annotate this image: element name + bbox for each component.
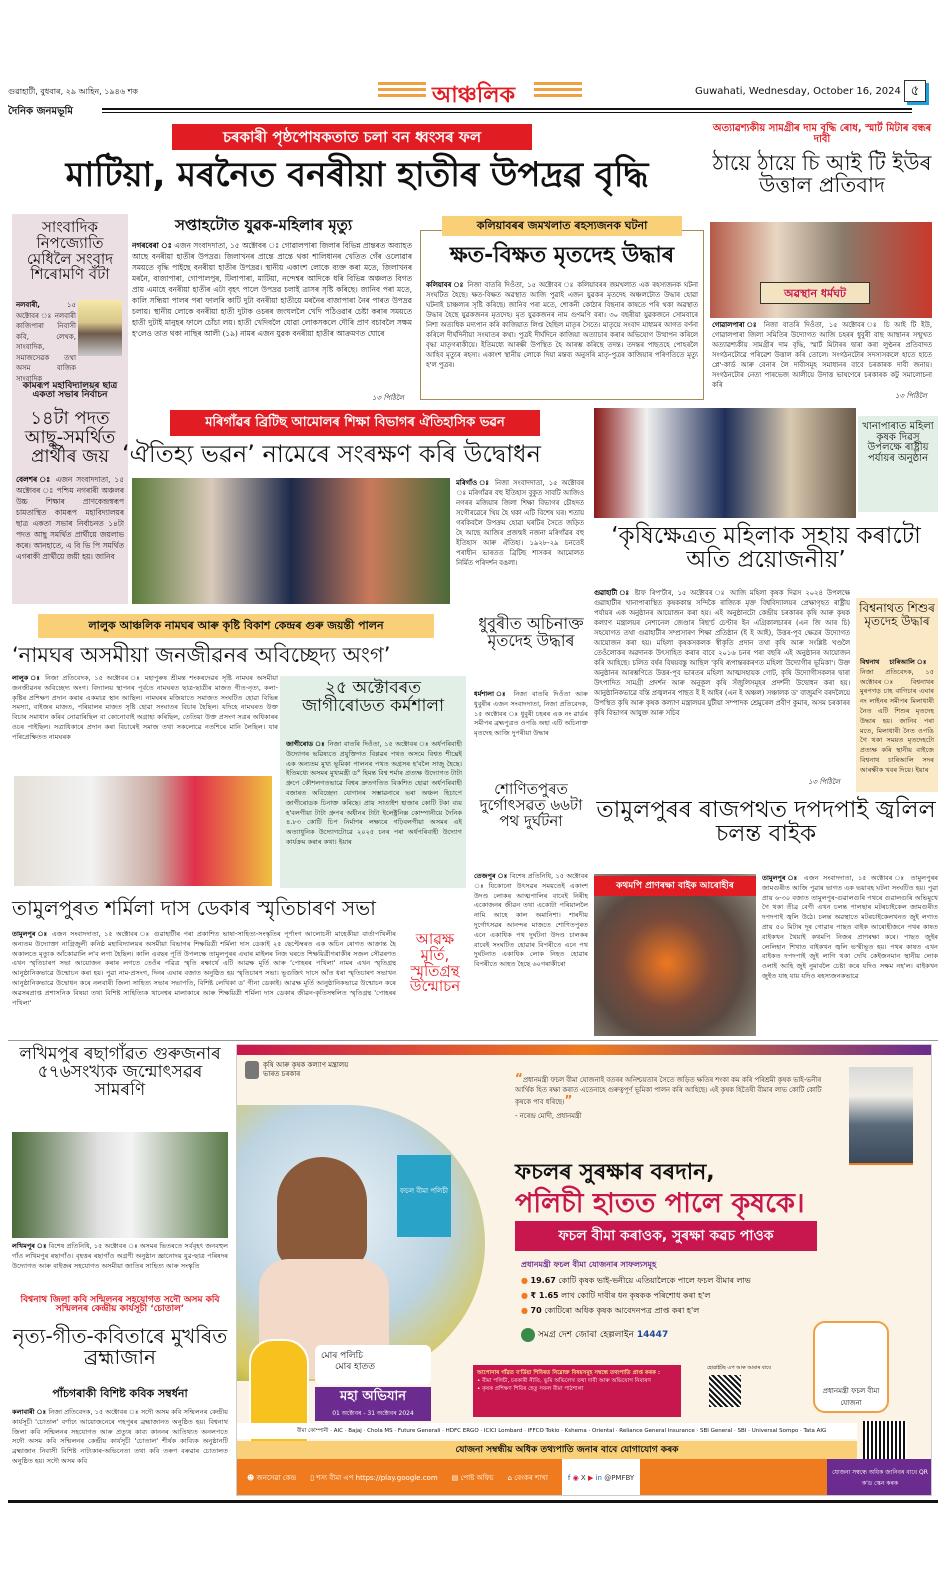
quote-close-icon: ”	[564, 1093, 573, 1107]
ad-banner: ফচল বীমা কৰাওক, সুৰক্ষা কৱচ পাওক	[515, 1221, 817, 1251]
qr-footer: যোজনা সম্বন্ধে অধিক জানিবৰ বাবে QR ক'ড স্কেন কৰক	[827, 1459, 932, 1496]
pmfby-logo-text: প্ৰধানমন্ত্ৰী ফচল বীমা যোজনা	[822, 1387, 880, 1407]
campaign-box	[315, 1387, 431, 1421]
citu-dateline: গোৱালপাৰা ঃ	[712, 321, 760, 329]
helpline	[521, 1327, 668, 1342]
citu-headline: ঠায়ে ঠায়ে চি আই টি ইউৰ উত্তাল প্ৰতিবাদ	[712, 151, 932, 198]
heritage-body	[456, 478, 584, 604]
sharmila-side-head: আৱক্ষ মূৰ্তি, স্মৃতিগ্ৰন্থ উন্মোচন	[409, 930, 461, 996]
journalist-headline: সাংবাদিক নিপজ্যোতি মেধিলৈ সংবাদ শিৰোমণি বঁটা	[26, 218, 114, 284]
women-farmers-text: ষ্টাফ ৰিপ'ৰ্টাৰ, ১৫ অক্টোবৰ ঃ আজি মহিলা কৃষক দিৱস ২০২৪ উপলক্ষে গুৱাহাটীৰ খানাপাৰাস্থিত কৃষককান্ত সন্দিকৈ ৰাজ্যিক মৃক্ত বিশ্ববিদ্যালয়ৰ প্ৰেক্ষাগৃহত ৰাষ্ট্ৰীয় পৰ্যায়ৰ এক অনুষ্ঠানৰ আয়োজন কৰা হয়। এই অনুষ্ঠানটো কেন্দ্ৰীয় চৰকাৰৰ কৃষি আৰু কৃষক কল্যাণ মন্ত্ৰালয়ৰ নেশ্যনেল জেণ্ডাৰ ৰিছ'ৰ্চ চেণ্টাৰ ইন এগ্ৰিকালচাৰৰ (এন জি আৰ চি) সহযোগত তথা গুৱাহাটীৰ সম্প্ৰসাৰণ শিক্ষা প্ৰতিষ্ঠান (ই ই আই), উত্তৰ-পূব ক্ষেত্ৰৰ উদ্যোগত আয়োজন কৰা হয়। মহিলা কৃষকসকলক স্বীকৃতি প্ৰদান তথা কৃষি আৰু সংশ্লিষ্ট খণ্ডলৈ তেওঁলোকৰ অৱদানক উৎসাহিত কৰাৰ বাবে ২০১৬ চনৰ পৰা বছৰি এই অনুষ্ঠানৰ আয়োজন কৰি আহিছে। চলিত বৰ্ষৰ বিষয়বস্তু আছিল 'কৃষি ৰূপান্তৰকৰণত মহিলা উদ্যোগীৰ ভূমিকা'। উক্ত অনুষ্ঠানৰ আৰম্ভণিতে উত্তৰ-পূব ভাৰতৰ মহিলা আত্মসহায়ক গোট, কৃষি উদ্যোগীসকলৰ দ্বাৰা উৎপাদিত সামগ্ৰী প্ৰদৰ্শন আৰু অনুকূল কৃষি সঁজুলিসমূহৰ প্ৰদৰ্শনী উদ্বোধন কৰা হয়। আনুষ্ঠানিকভাৱে বন্তি প্ৰজ্বলনৰ পাছত ই ই আইৰ (এন ই অঞ্চল) সঞ্চালক ড' বাজুমণি বৰদলৈয়ে উপস্থিত কৃষি আৰু কৃষক কল্যাণ মন্ত্ৰালয়ৰ যুটীয়া সম্পাদক শ্ৰেমুৰেল প্ৰবীণ কুমাৰ, অসম চৰকাৰৰ কৃষি বিভাগৰ আযুক্ত আৰু সচিব	[594, 589, 850, 717]
heritage-dateline: মৰিগাঁও ঃ	[456, 479, 491, 487]
journalist-dateline: নলবাৰী,	[16, 301, 40, 309]
contact-bar: যোজনা সম্বন্ধীয় অধিক তথ্যপাতি জনাৰ বাবে যোগাযোগ কৰক	[237, 1441, 857, 1459]
kaliabor-body	[426, 280, 698, 396]
qr-code[interactable]	[709, 1375, 741, 1407]
paper-name: দৈনিক জনমভূমি	[8, 106, 73, 117]
helpline-label: সমগ্ৰ দেশ জোৰা হেল্পলাইন	[537, 1330, 635, 1340]
lakhimpur-text: বিশেষ প্ৰতিনিধি, ১৫ অক্টোবৰ ঃ অসমৰ ভিতৰতে সৰ্ববৃহৎ জনবহুল গাঁও লখিমপুৰ ৰছাগাঁও। বৃহত্তৰ ৰছাগাঁও অগ্ৰণী অনুষ্ঠান জ্ঞানোদয় যুৱ-ছাত্ৰ পৰিষদৰ উদ্যোগত আৰু বাইজৰ সহযোগত অসমীয়া জাতিৰ সাহিত্য আৰু সংস্কৃতি	[12, 1242, 228, 1270]
ad-ministry	[263, 1061, 348, 1079]
journalist-text: ১৫ অক্টোবৰ ঃ নলবাৰী কাজিপাৰা নিবাসী কবি, লেখক, সাংবাদিক, সমাজসেৱক তথা অসম বাজিক সাংবাদিক	[16, 301, 76, 383]
mobile-icon: ▯	[310, 1474, 315, 1482]
bike-headline: তামুলপুৰৰ ৰাজপথত দপদপাই জ্বলিল চলন্ত বাইক	[596, 797, 936, 848]
info-item-text: কৃষক প্ৰশিক্ষণ শিবিৰ হেতু সফল বীমা পাঠশালা	[482, 1386, 584, 1392]
insurer-logo: HDFC ERGO	[445, 1428, 479, 1434]
bike-dateline: তামুলপুৰ ঃ	[762, 874, 800, 882]
lakhimpur-dateline: লখিমপুৰ ঃ	[12, 1242, 47, 1250]
sharmila-body	[12, 930, 396, 1032]
poetry-headline: নৃত্য-গীত-কবিতাৰে মুখৰিত ব্ৰহ্মাজান	[12, 1324, 228, 1369]
bike-photo-caption: কথমপি প্ৰাণৰক্ষা বাইক আৰোহীৰ	[594, 876, 756, 896]
achievement-text: কোটিৰো অধিক কৃষক আবেদনপত্ৰ প্ৰাপ্ত কৰা হ'ল	[544, 1306, 700, 1315]
quote-open-icon: “	[515, 1071, 523, 1085]
footer-item-bank[interactable]	[508, 1459, 548, 1496]
achievement-item: ● ₹ 1.65 লাখ কোটি দাবীৰ ধন কৃষকক পৰিশোধ কৰা হ'ল	[521, 1291, 711, 1300]
campaign-dates: 01 অক্টোবৰ - 31 অক্টোবৰ 2024	[332, 1410, 414, 1417]
farmer-face	[277, 1157, 367, 1267]
lakhimpur-photo	[12, 1132, 228, 1238]
footer-label: বেংকৰ শাখা	[514, 1474, 548, 1482]
info-item: • বীমা পলিচী, চৰকাৰী নীতি, ভুমি অভিলেখ তথা দাবী আৰু অভিযোগ নিবাৰণ	[477, 1378, 651, 1384]
quote-author: - নৰেন্দ্ৰ মোদী, প্ৰধানমন্ত্ৰী	[515, 1112, 582, 1120]
campaign-tag2: মোৰ হাতত	[335, 1362, 376, 1372]
poetry-body	[12, 1408, 228, 1494]
page-bottom-rule	[8, 1500, 938, 1503]
achievement-value: ₹ 1.65	[530, 1291, 559, 1300]
info-item: • কৃষক প্ৰশিক্ষণ শিবিৰ হেতু সফল বীমা পাঠশালা	[477, 1386, 584, 1392]
lead-body	[132, 240, 412, 398]
namghar-dateline: লালুক ঃ	[12, 674, 42, 682]
page-number: ৫	[904, 80, 926, 102]
namghar-kicker: লালুক আঞ্চলিক নামঘৰ আৰু কৃষ্টি বিকাশ কেন্দ্ৰৰ গুৰু জয়ন্তী পালন	[38, 614, 434, 638]
achievement-text: কোটি কৃষক ভাই-ভনীয়ে এতিয়ালৈকে পালে ফচল বীমাৰ লাভ	[558, 1276, 751, 1285]
heritage-headline: ‘ঐতিহ্য ভৱন’ নামেৰে সংৰক্ষণ কৰি উদ্বোধন	[122, 440, 541, 468]
insurer-logo: Tata AIG	[803, 1428, 827, 1434]
lead-continued: ১৩ পিঠিলৈ	[372, 394, 404, 402]
heritage-kicker: মৰিগাঁৱৰ ব্ৰিটিছ আমোলৰ শিক্ষা বিভাগৰ ঐতিহাসিক ভৱন	[170, 410, 540, 436]
jagiroad-headline: ২৫ অক্টোবৰত জাগীৰোডত কৰ্মশালা	[301, 678, 445, 716]
college-body	[16, 474, 124, 598]
namghar-body	[12, 674, 278, 770]
pm-quote	[515, 1073, 835, 1121]
sonitpur-text: বিশেষ প্ৰতিনিধি, ১৫ অক্টোবৰ ঃ যিকোনো উৎসৱৰ সময়তেই একাংশ উদণ্ড লোকৰ আত্মপালিৰ বাবেই নিৰীহ একোজনৰ জীৱন তথা একোটা পৰিয়াললৈ নামি আহে কাল অমানিশা। শাৰদীয় দুৰ্গোৎসৱৰ আনন্দৰ মাজতে শোণিতপুৰত এনে একাধিক পথ দুৰ্ঘটনা উদণ্ড চালকৰ বাবেই সংঘটিত হোৱাৰ বিপৰীতে এনে পথ দুৰ্ঘটনাত একাধিক লোক নিহত হোৱাৰ বিপৰীতে আহত হৈছে ৬০গৰাকীৰো	[474, 872, 588, 969]
qr-label: হোৱাইটছ এপ আৰু আমাৰ বাবে	[707, 1365, 771, 1371]
insurer-logo: Reliance General Insurance	[619, 1428, 695, 1434]
insurer-logo: Oriental	[592, 1428, 615, 1434]
sonitpur-dateline: তেজপুৰ ঃ	[474, 872, 508, 880]
achievement-item: ● 70 কোটিৰো অধিক কৃষক আবেদনপত্ৰ প্ৰাপ্ত কৰা হ'ল	[521, 1306, 700, 1315]
insurer-logo: Bajaj	[348, 1428, 362, 1434]
kaliabor-headline: ক্ষত-বিক্ষত মৃতদেহ উদ্ধাৰ	[449, 243, 675, 268]
poetry-text: নিজা প্ৰতিবেদক, ১৫ অক্টোবৰ ঃ সদৌ অসম কবি সন্মিলনৰ কেন্দ্ৰীয় কাৰ্যসূচী 'চোতাল' বৰ্ণাঢ্য আয়োজনেৰে গহপুৰৰ ব্ৰহ্মাজানত অনুষ্ঠিত হয়। বিশ্বনাথ জিলা কবি সন্মিলনৰ সহযোগত আৰু প্ৰত্যুষ কাব্য কাননৰ আতিথ্যত অনলপতে সদৌ অসম কবি সন্মিলনৰ কেন্দ্ৰীয় কাৰ্যসূচী 'চোতাল' শীৰ্ষক কাব্যিক অনুষ্ঠানটি ব্ৰহ্মাজান নিবাসী বিশিষ্ট নাট্যকাৰ-অভিনেতা তথা কবি তৰুণ বৰুৱাৰ চোতালত অনুষ্ঠিত হয়। সদৌ অসম কবি	[12, 1408, 228, 1465]
info-box	[473, 1365, 681, 1417]
college-kicker: কামৰূপ মহাবিদ্যালয়ৰ ছাত্ৰ একতা সভাৰ নিৰ্বাচন	[22, 381, 118, 401]
lead-dateline: নগৰবেৰা ঃ	[132, 241, 172, 250]
lakhimpur-headline: লখিমপুৰ ৰছাগাঁৱত গুৰুজনাৰ ৫৭৬সংখ্যক জন্মোৎসৱৰ সামৰণি	[19, 1044, 221, 1100]
achievement-text: লাখ কোটি দাবীৰ ধন কৃষকক পৰিশোধ কৰা হ'ল	[561, 1291, 711, 1300]
insurer-logo: ICICI Lombard	[483, 1428, 523, 1434]
campaign-tag1: মোৰ পলিচি	[321, 1351, 364, 1361]
namghar-photo	[14, 776, 272, 886]
lead-text: এজন সংবাদদাতা, ১৫ অক্টোবৰ ঃ গোৱালপাৰা জিলাৰ বিভিন্ন প্ৰান্তৰত অব্যাহত আছে বনৰীয়া হাতীৰ উপদ্ৰৱ। জিলাখনৰ প্ৰান্তে প্ৰান্তে থকা শালিধানৰ খেতিত গেঁৰ ওলোৱাৰ সময়তে বৃদ্ধি পাইছে বনৰীয়া হাতীৰ উপদ্ৰৱ। স্থানীয় একাংশ লোকে ব্যক্ত কৰা মতে, জিলাখনৰ মৰনৈ, বাজাপাৰা, গোপালপুৰ, টিলাপাৰা, মাটিয়া, নন্দেশ্বৰ আদিকে ধৰি বিভিন্ন অঞ্চলত বিগত প্ৰায় এমাহে বনৰীয়া হাতীৰ এটা বৃহৎ পালে উপদ্ৰৱ চলাই ত্ৰাসৰ সৃষ্টি কৰিছে। জানিব পৰা মতে, কালি সন্ধিয়া পালৰ পৰা ফালৰি কাটি দুটা বনৰীয়া হাতীয়ে মৰনৈৰ বাজাপাৰা নৈৰ পাৰত উপদ্ৰৱ চলায়। স্থানীয় লোকে বনৰীয়া হাতী দুটাক ওচৰৰ জংঘললৈ খেদি পঠিওৱাৰ চেষ্টা কৰাৰ সময়তে হাতী দুটাই মানুহৰ ফালে চোঁচা লয়। হাতী খেদিবলৈ যোৱা লোকসকলে দৌৰি প্ৰাণ বচাবলৈ সক্ষম হ'লেও তাত থকা নাছিৰ আলী (১৯) নামৰ এজন যুৱক বনৰীয়া হাতীৰ আক্ৰমণত ঘোৰে	[132, 241, 412, 338]
footer-label: জনসেৱা কেন্দ্ৰ	[256, 1474, 297, 1482]
social-links[interactable]	[562, 1459, 640, 1496]
people-icon: ☻	[247, 1474, 255, 1482]
campaign-title: মহা অভিযান	[339, 1389, 407, 1404]
sharmila-headline: তামুলপুৰত শৰ্মিলা দাস ডেকাৰ স্মৃতিচাৰণ সভা	[12, 896, 376, 920]
sharmila-text: এজন সংবাদদাতা, ১৫ অক্টোবৰ ঃ গুৱাহাটীৰ পৰা প্ৰকাশিত ভাষা-সাহিত্য-সংস্কৃতিৰ পূৰ্ণাংগ আলোচনী মাহেকীয়া বাৰ্তাপখিলীৰ অন্যতম উদ্যোক্তা নাগ্ৰিজুলী কনিষ্ঠ মহাবিদ্যালয়ৰ অসমীয়া বিভাগৰ শিক্ষয়িত্ৰী শৰ্মিলা দাস ডেকাই ২৫ ছেপ্টেম্বৰত এক অচিন ৰোগত আক্ৰান্ত হৈ অকালতে মৃত্যুক আঁকোৱালি ল'ব লগা হৈছিল। কালি এবছৰ পূৰ্তি উপলক্ষে তামুলপুৰৰ এঘাৰ মাইলৰ নিজ ঘৰতে শিক্ষয়িত্ৰীগৰাকীৰ সজল সৌৱৰণত এখন স্মৃতিচাৰণ সভা আয়োজন কৰাৰ লগতে তেওঁৰ পৱিত্ৰ স্মৃতি ৰক্ষাৰ্থে এটি আৱক্ষ মূৰ্তি আৰু 'পোহৰৰ পখিলা' নামৰ এখন স্মৃতিগ্ৰন্থ আনুষ্ঠানিকভাৱে উন্মোচন কৰা হয়। পুৱা নাম-প্ৰসংগ, দিনৰ এঘাৰ বজাত অনুষ্ঠিত হয় স্মৃতিচাৰণ সভা। ভূগুজিৎ দাসে আঁত ধৰা স্মৃতিচাৰণ সভাখন আনুষ্ঠানিকভাৱে উদ্বোধন কৰে নলবাৰী জিলা সাহিত্য সভাৰ সভাপতি, বিশিষ্ট লেখিকা ড' গীনা ডেকাই। আৱক্ষ মূৰ্তি আনুষ্ঠানিকভাৱে উন্মোচন কৰে অৱসৰপ্ৰাপ্ত প্ৰশাসনিক বিষয়া তথা বিশিষ্ট সাহিত্যিক থানেশ্বৰ মালাকাৰে আৰু শিক্ষয়িত্ৰী শৰ্মিলা দাস ডেকাৰ জীৱন-কৃতিসম্বলিত স্মৃতিগ্ৰন্থ 'পোহৰৰ পখিলা'	[12, 930, 396, 1007]
bike-text: এজন সংবাদদাতা, ১৫ অক্টোবৰ ঃ তামুলপুৰৰ জামগুৰীত আজি পুৱাৰ ভাগত এক ভয়াবহ ঘটনা সংঘটিত হয়। পুৱা প্ৰায় ৬-৩০ বজাত তামুলপুৰ-গুৱালগুৰি পথৰে গুৱালগুৰি অভিমুখে গৈ থকা তীব্ৰ বেগী এখন চলন্ত পালছাৰ মটৰচাইকেল জামগুৰীত দপদপাই জ্বলি উঠে। চলন্ত অৱস্থাতে মটৰচাইকেলখনত জুই লগাত প্ৰায় ৫০ মিটাৰ দূৰ গোৱাৰ পাছত বাইক আৰোহীজনে পথৰ কাষত বাইকখন থৈয়াই কথমপি নিজৰ প্ৰাণৰক্ষা কৰে। পাছত জুইৰ লেলিহান শিখাত বাইকখন জ্বলি ভস্মীভূত হয়। পথৰ কাষত এখন বাইকত দপদপাই জুই লাগি থকা দেখি কেইজনমান স্থানীয় লোক ওলাই আহি জুই নুমাবলৈ চেষ্টা কৰে যদিও সক্ষম নহ'ল। বাইকখন জুইত যাহ যায় যদিও ৰহস্যজনকভাৱে	[762, 874, 938, 980]
date-left: গুৱাহাটী, বুধবাৰ, ২৯ আহিন, ১৯৪৬ শক	[8, 87, 138, 96]
biswanath-text: নিজা প্ৰতিবেদক, ১৫ অক্টোবৰ ঃ বিশ্বনাথৰ মুৰপগড় চাহ বাগিচাৰ এঘাৰ নং লাইনৰ সমীপৰ মিলাধাৰী নৈত এটি শিশুৰ মৃতদেহ উদ্ধাৰ হয়। জানিব পৰা মতে, মিলাধাৰী নৈত ওপঙি গৈ থকা সময়ত মৃতদেহটো প্ৰত্যক্ষ কৰি স্থানীয় বাইজে বিশ্বনাথ চাৰিআলি সদৰ আৰক্ষীক খবৰ দিয়ে। ইয়াৰ	[860, 667, 934, 774]
biswanath-headline: বিশ্বনাথত শিশুৰ মৃতদেহ উদ্ধাৰ	[859, 601, 935, 628]
ad-headline-line1: ফচলৰ সুৰক্ষাৰ বৰদান,	[515, 1160, 715, 1185]
citu-kicker: অত্যাৱশ্যকীয় সামগ্ৰীৰ দাম বৃদ্ধি ৰোধ, স্মাৰ্ট মিটাৰ বন্ধৰ দাবী	[712, 123, 932, 145]
insurer-logo: Chola MS	[367, 1428, 393, 1434]
sonitpur-headline: শোণিতপুৰত দুৰ্গোৎসৱত ৬৬টা পথ দুৰ্ঘটনা	[479, 780, 583, 830]
lead-subhead: সপ্তাহটোত যুৱক-মহিলাৰ মৃত্যু	[175, 216, 353, 234]
quote-text: প্ৰধানমন্ত্ৰী ফচল বীমা যোজনাই বতৰৰ অনিশ্চয়তাৰ সৈতে জড়িত ক্ষতিৰ শংকা কম কৰি পৰিশ্ৰমী কৃষক ভাই-ভনীৰ আৰ্থিক হিত ৰক্ষা কৰাত এতেনাহে গুৰুত্বপূৰ্ণ ভূমিকা পালন কৰি আহিছে। এই কৃষক হিতৈষী বীমাৰ লাভ কোটি কোটি কৃষকে পাব ধৰিছে।	[515, 1076, 822, 1106]
poetry-dateline: কলাবাৰী ঃ	[12, 1408, 47, 1416]
kaliabor-kicker: কলিয়াবৰৰ জমখলাত ৰহস্যজনক ঘটনা	[442, 216, 682, 236]
insurer-logo: Universal Sompo	[751, 1428, 799, 1434]
insurer-logo: Future Generali	[397, 1428, 441, 1434]
women-farmers-dateline: গুৱাহাটী ঃ	[594, 589, 631, 597]
campaign-tag	[315, 1345, 431, 1385]
helpline-icon	[521, 1328, 535, 1342]
ad-top-stripe	[237, 1045, 932, 1055]
youtube-icon: ▶	[587, 1474, 594, 1482]
ad-footer	[237, 1459, 827, 1496]
citu-banner: অৱস্থান ধৰ্মঘট	[760, 282, 870, 304]
insurer-logo: SBI General	[699, 1428, 733, 1434]
lead-headline: মাটিয়া, মৰনৈত বনৰীয়া হাতীৰ উপদ্ৰৱ বৃদ্ধি	[65, 155, 649, 195]
ministry-line2: ভাৰত চৰকাৰ	[263, 1070, 301, 1078]
pm-photo	[849, 1067, 913, 1165]
info-item-text: বীমা পলিচী, চৰকাৰী নীতি, ভুমি অভিলেখ তথা দাবী আৰু অভিযোগ নিবাৰণ	[482, 1378, 651, 1384]
postbox-icon: ▤	[451, 1474, 459, 1482]
biswanath-body	[860, 658, 934, 782]
women-farmers-headline: ‘কৃষিক্ষেত্ৰত মহিলাক সহায় কৰাটো অতি প্ৰয়োজনীয়’	[611, 523, 921, 574]
bank-icon: ⌂	[507, 1474, 512, 1482]
title-ornament-left	[378, 82, 426, 85]
biswanath-dateline: বিশ্বনাথ চাৰিআলি ঃ	[860, 658, 934, 666]
bike-body	[762, 874, 938, 1034]
citu-body	[712, 320, 932, 390]
dhubri-dateline: ধৰ্মশালা ঃ	[474, 690, 509, 698]
footer-label: শস্য বীমা এপ https://play.google.com	[316, 1474, 438, 1482]
emblem-icon	[245, 1061, 259, 1079]
college-text: এজন সংবাদদাতা, ১৫ অক্টোবৰ ঃ পশ্চিম নগৰাৰী অঞ্চলৰ উচ্চ শিক্ষাৰ প্ৰাণকেন্দ্ৰস্বৰূপ চামতাস্থিত কামৰূপ মহাবিদ্যালয়ৰ ছাত্ৰ একতা সভাৰ নিৰ্বাচনত ১৪টা পদত আছু সমৰ্থিত প্ৰাৰ্থীয়ে জয়লাভ কৰে। আনহাতে, এ বি ভি পি সমৰ্থিত এগৰাকী প্ৰাৰ্থীয়ে জয়ী হয়। জানিব	[16, 475, 124, 561]
achievement-value: 70	[530, 1306, 542, 1315]
facebook-icon: f	[567, 1474, 571, 1482]
footer-label: পোষ্ট অফিচ	[460, 1474, 494, 1482]
women-farmers-side-caption: খানাপাৰাত মহিলা কৃষক দিৱস উপলক্ষে ৰাষ্ট্ৰীয় পৰ্যায়ৰ অনুষ্ঠান	[858, 416, 938, 512]
citu-text: নিজা বাতৰি দিওঁতা, ১৫ অক্টোবৰ ঃ চি আই টি ইউ, গোৱালপাৰা জিলা সমিতিৰ উদ্যোগত আজি চহৰৰ ধুবুৰী বাছ আস্থানৰ সন্মুখত অত্যাৱশ্যকীয় সামগ্ৰীৰ দাম বৃদ্ধি, স্মাৰ্ট মিটাৰৰ দ্বাৰা কৰা লুণ্ঠনৰ প্ৰতিবাদত সংগঠনটোৱে পৰিৱেশ উত্তাল কৰি তোলে। সংগঠনটোৰ সদস্যসকলে হাতে হাতে প্লে'-কাৰ্ড আৰু বেনাৰ লৈ দাবীসমূহ সমাধানৰ বাবে চৰকাৰক দাবী জনায়। সংগঠনটোৰ নেতা পাৰভেজ আলীয়ে উদাত্ত ভাষণেৰে চৰকাৰক কটু সমালোচনা কৰি	[712, 321, 932, 389]
lead-kicker: চৰকাৰী পৃষ্ঠপোষকতাত চলা বন ধ্বংসৰ ফল	[172, 124, 532, 150]
footer-item-jansewa[interactable]	[247, 1459, 296, 1496]
kaliabor-text: নিজা বাতৰি দিওঁতা, ১৫ অক্টোবৰ ঃ কলিয়াবৰৰ জমখলাত এক ৰহস্যজনক ঘটনা সংঘটিত হৈছে। ক্ষত-বিক্ষত অৱস্থাত আজি পুৱাই এজন যুৱকৰ মৃতদেহ অঞ্চলটোত উদ্ধাৰ হোৱা ঘটনাই চাঞ্চল্যৰ সৃষ্টি কৰিছে। জানিব পৰা মতে, শোকনী কোঠাৰ বিছনাৰ কাষতে পৰি থকা অৱস্থাত উদ্ধাৰ হৈছে যুৱকজনৰ মৃতদেহ। মৃত যুৱকজনৰ নাম গুণমণি বৰা। ৩০ বছৰীয়া যুৱকজনে সোমবাৰে নিশা অত্যধিক মদ্যপান কৰি কাজিয়াত লিপ্ত হৈছিল মাতৃৰ সৈতে। মাতৃয়ে সংবাদ মাধ্যমৰ আগত বৰ্ণনা কৰিলে দীৰ্ঘদিনীয়া সংঘাতৰ কথা। পুত্ৰই দীৰ্ঘদিনে কাজিয়া অত্যাচাৰ কৰাৰ অভিযোগ উত্থাপন কৰিলে বৃদ্ধা মাতৃগৰাকীয়ে। ইতিমধ্যে আৰক্ষী উপস্থিত হৈ আৰম্ভ কৰিছে তদন্ত। তদন্তৰ পাছতহে পোহৰলৈ আহিব মৃত্যুৰ ৰহস্য। একাংশ স্থানীয় লোকে দিয়া মন্তব্য অনুসৰি মাতৃ-পুত্ৰৰ কাজিয়াৰ পৰিণতিতে মৃত্যু হ'ল পুত্ৰৰ।	[426, 281, 698, 369]
heritage-text: নিজা সংবাদদাতা, ১৫ অক্টোবৰ ঃ মৰিগাঁৱৰ বহু ইতিহাস বুকুত সাবটি আজিও নগৰৰ মজিয়াৰ জিলা শিক্ষা বিভাগৰ চৌহদত সগৌৰৱেৰে থিয় হৈ থকা এটি বিশেষ ঘৰ। শতায় গৰকিবলৈ উপক্ৰম হোৱা ঘৰটিৰ সৈতে জড়িত হৈ আছে আজিৰ প্ৰজন্মই নজনা মৰিগাঁৱৰ বহু ইতিহাস আৰু ঐতিহ্য। ১৯২৮-২৯ চনতেই পৰাধীন ভাৰতত ব্ৰিটিছ শাসকৰ আমোলত নিৰ্মিত পৰিদৰ্শন বঙলা।	[456, 479, 584, 567]
jagiroad-body	[286, 740, 462, 886]
insurer-logo: AIC	[333, 1428, 344, 1434]
achievements-title: প্ৰধানমন্ত্ৰী ফচল বীমা যোজনাৰ সাফল্যসমূহ	[521, 1260, 657, 1269]
insurer-logo: IFFCO Tokio	[527, 1428, 560, 1434]
women-farmers-continued: ১৩ পিঠিলৈ	[808, 778, 840, 786]
dhubri-headline: ধুবুৰীত অচিনাক্ত মৃতদেহ উদ্ধাৰ	[478, 614, 584, 650]
namghar-headline: ‘নামঘৰ অসমীয়া জনজীৱনৰ অবিচ্ছেদ্য অংগ’	[12, 643, 391, 667]
insurers-row: বীমা কোম্পানী · AIC · Bajaj · Chola MS · Future Generali · HDFC ERGO · ICICI Lombard · IFFCO Tokio · Kshema · Oriental · Reliance General Insurance · SBI General · SBI · Universal Sompo · Tata AIG	[237, 1423, 857, 1439]
kaliabor-dateline: কলিয়াবৰ ঃ	[426, 281, 465, 289]
footer-item-app[interactable]	[310, 1459, 437, 1496]
poetry-kicker: বিশ্বনাথ জিলা কবি সন্মিলনৰ সহযোগত সদৌ অসম কবি সন্মিলনৰ কেন্দ্ৰীয় কাৰ্যসূচী ‘চোতাল’	[20, 1295, 220, 1315]
women-farmers-photo	[594, 408, 856, 518]
section-divider	[8, 1040, 938, 1041]
sharmila-dateline: তামুলপুৰ ঃ	[12, 930, 49, 938]
heritage-photo	[132, 478, 450, 604]
instagram-icon: ◉	[572, 1474, 579, 1482]
policy-book: ফচল বীমা পলিচী	[397, 1155, 451, 1237]
namghar-text: নিজা প্ৰতিবেদক, ১৫ অক্টোবৰ ঃ মহাপুৰুষ শ্ৰীমন্ত শংকৰদেৱৰ সৃষ্টি নামঘৰ অসমীয়া জনজীৱনৰ অবিচ্ছেদ্য অংগ। বিদ্যালয় স্থাপনৰ পূৰ্বতে নামঘৰত ছাত্ৰ-ছাত্ৰীৰ মাজত গীত-নৃত্য, কলা-কৃষ্টিৰ প্ৰশিক্ষণ প্ৰদান কৰাৰ একমাত্ৰ স্থান আছিল। নামঘৰৰ মজিয়াতে সমাজত সংঘটিত হোৱা বিভিন্ন সমস্যা, বাইজৰ মাজত, পৰিয়ালৰ মাজত সৃষ্টি হোৱা সংঘাতৰ বিচাৰ হৈছিল। যদিহে নামঘৰত উক্ত বিচাৰ সমাধান কৰিব নোৱাৰিছিল বা কোনোবাই অগ্ৰাহ্য কৰিছিল, তেতিয়া উক্ত প্ৰসংগ সত্ৰৰ অধিকাৰৰ ওচৰ পাইছিল। সত্ৰাধিকাৰে প্ৰদান কৰা বিচাৰেই সমাজ তথা সকলোৱে নতশিৰে মানি লৈছিল। যাৰ পৰিপ্ৰেক্ষিতত নামঘৰক	[12, 674, 278, 741]
journalist-photo	[78, 300, 122, 356]
citu-continued: ১৩ পিঠিলৈ	[895, 392, 927, 400]
dhubri-text: নিজা বাতৰি দিওঁতা আৰু ধুবুৰীৰ এজন সংবাদদাতা, নিজা প্ৰতিবেদক, ১৫ অক্টোবৰ ঃ ধুবুৰী চহৰৰ এক নং ৱাৰ্ডৰ সমীপৰ ব্ৰহ্মপুত্ৰত ওপঙি অহা এটি অচিনাক্ত মৃতদেহ আজি দুপৰীয়া উদ্ধাৰ	[474, 690, 588, 738]
date-right: Guwahati, Wednesday, October 16, 2024	[695, 86, 901, 97]
linkedin-icon: in	[595, 1474, 602, 1482]
info-title: আপোনাৰ গাঁৱত ব'ৰ্ডিয়া শিবিৰত নিম্নোক্ত বিষয়সমূহ সম্বন্ধে তথ্যপাতি প্ৰাপ্ত কৰক :	[477, 1370, 661, 1376]
lakhimpur-body	[12, 1242, 228, 1286]
jagiroad-dateline: জাগীৰোড ঃ	[286, 740, 326, 748]
poetry-subhead: পাঁচগৰাকী বিশিষ্ট কবিক সম্বৰ্ধনা	[52, 1387, 188, 1400]
journalist-body	[16, 300, 76, 384]
college-dateline: বেলশৰ ঃ	[16, 475, 52, 484]
achievements-list	[521, 1273, 751, 1318]
ministry-line1: কৃষি আৰু কৃষক কল্যাণ মন্ত্ৰালয়	[263, 1061, 349, 1069]
social-handle: @PMFBY	[604, 1474, 635, 1482]
achievement-item: ● 19.67 কোটি কৃষক ভাই-ভনীয়ে এতিয়ালৈকে পালে ফচল বীমাৰ লাভ	[521, 1276, 751, 1285]
section-title: আঞ্চলিক	[432, 83, 515, 108]
ad-headline-line2: পলিচী হাতত পালে কৃষকে।	[515, 1188, 805, 1219]
insurer-logo: SBI	[737, 1428, 747, 1434]
sonitpur-body	[474, 872, 588, 1032]
bike-photo	[594, 874, 756, 1036]
insurer-logo: Kshema	[564, 1428, 587, 1434]
title-ornament-right	[534, 82, 582, 85]
insurers-label: বীমা কোম্পানী	[297, 1428, 329, 1434]
achievement-value: 19.67	[530, 1276, 556, 1285]
college-headline: ১৪টা পদত আছু-সমৰ্থিত প্ৰাৰ্থীৰ জয়	[24, 408, 116, 467]
pmfby-advert[interactable]	[236, 1044, 932, 1496]
x-icon: X	[580, 1474, 586, 1482]
dhubri-body	[474, 690, 588, 774]
footer-item-post[interactable]	[452, 1459, 494, 1496]
jagiroad-text: নিজা বাতৰি দিওঁতা, ১৫ অক্টোবৰ ঃ অৰ্ধপৰিবাহী উদ্যোগৰ ভৱিষ্যতে প্ৰযুক্তিগত বিপ্লৱৰ পথত অসমে বিশ্বত শীঘ্ৰেই এক অন্যতম মুখ্য ভূমিকা পালনৰ পথত অগ্ৰসৰ হ'বলৈ সাজু হৈছে। ইতিমধ্যে অসমৰ মুখ্যমন্ত্ৰী ড° হিমন্ত বিশ্ব শৰ্মাৰ প্ৰত্যক্ষ উদ্যোগত টাটা গ্ৰুপে কৌশলগতভাৱে বিশ্বৰ দ্ৰুতগতিত বিকশিত হোৱা অৰ্ধপৰিবাহী বজাৰত অবিচ্ছেদ্য যোগানৰ সম্ভাৱনাৰে ভৰা অঞ্চল হিচাপে জাগীৰোডক চিনাক্ত কৰিছে। প্ৰায় সাতাইশ হাজাৰ কোটি টকা ব্যয় হ'বলগীয়া টাটা গ্ৰুপৰ অধীনৰ টাটা ইলেক্ট্ৰনিক্স কোম্পানীয়ে দৈনিক ৪.৮৩ কোটি চিপ নিৰ্মাণৰ লক্ষ্যৰে গঢ়িবলগীয়া অসমৰ এই অত্যাধুনিক উদ্যোগটোৱে ২০২৫ চনৰ পৰা অৰ্ধপৰিবাহী উদ্যোগ কাৰ্যক্ৰম কৰাৰ কথা। ইয়াৰ	[286, 740, 462, 846]
women-farmers-body	[594, 588, 850, 776]
helpline-number: 14447	[636, 1330, 669, 1340]
